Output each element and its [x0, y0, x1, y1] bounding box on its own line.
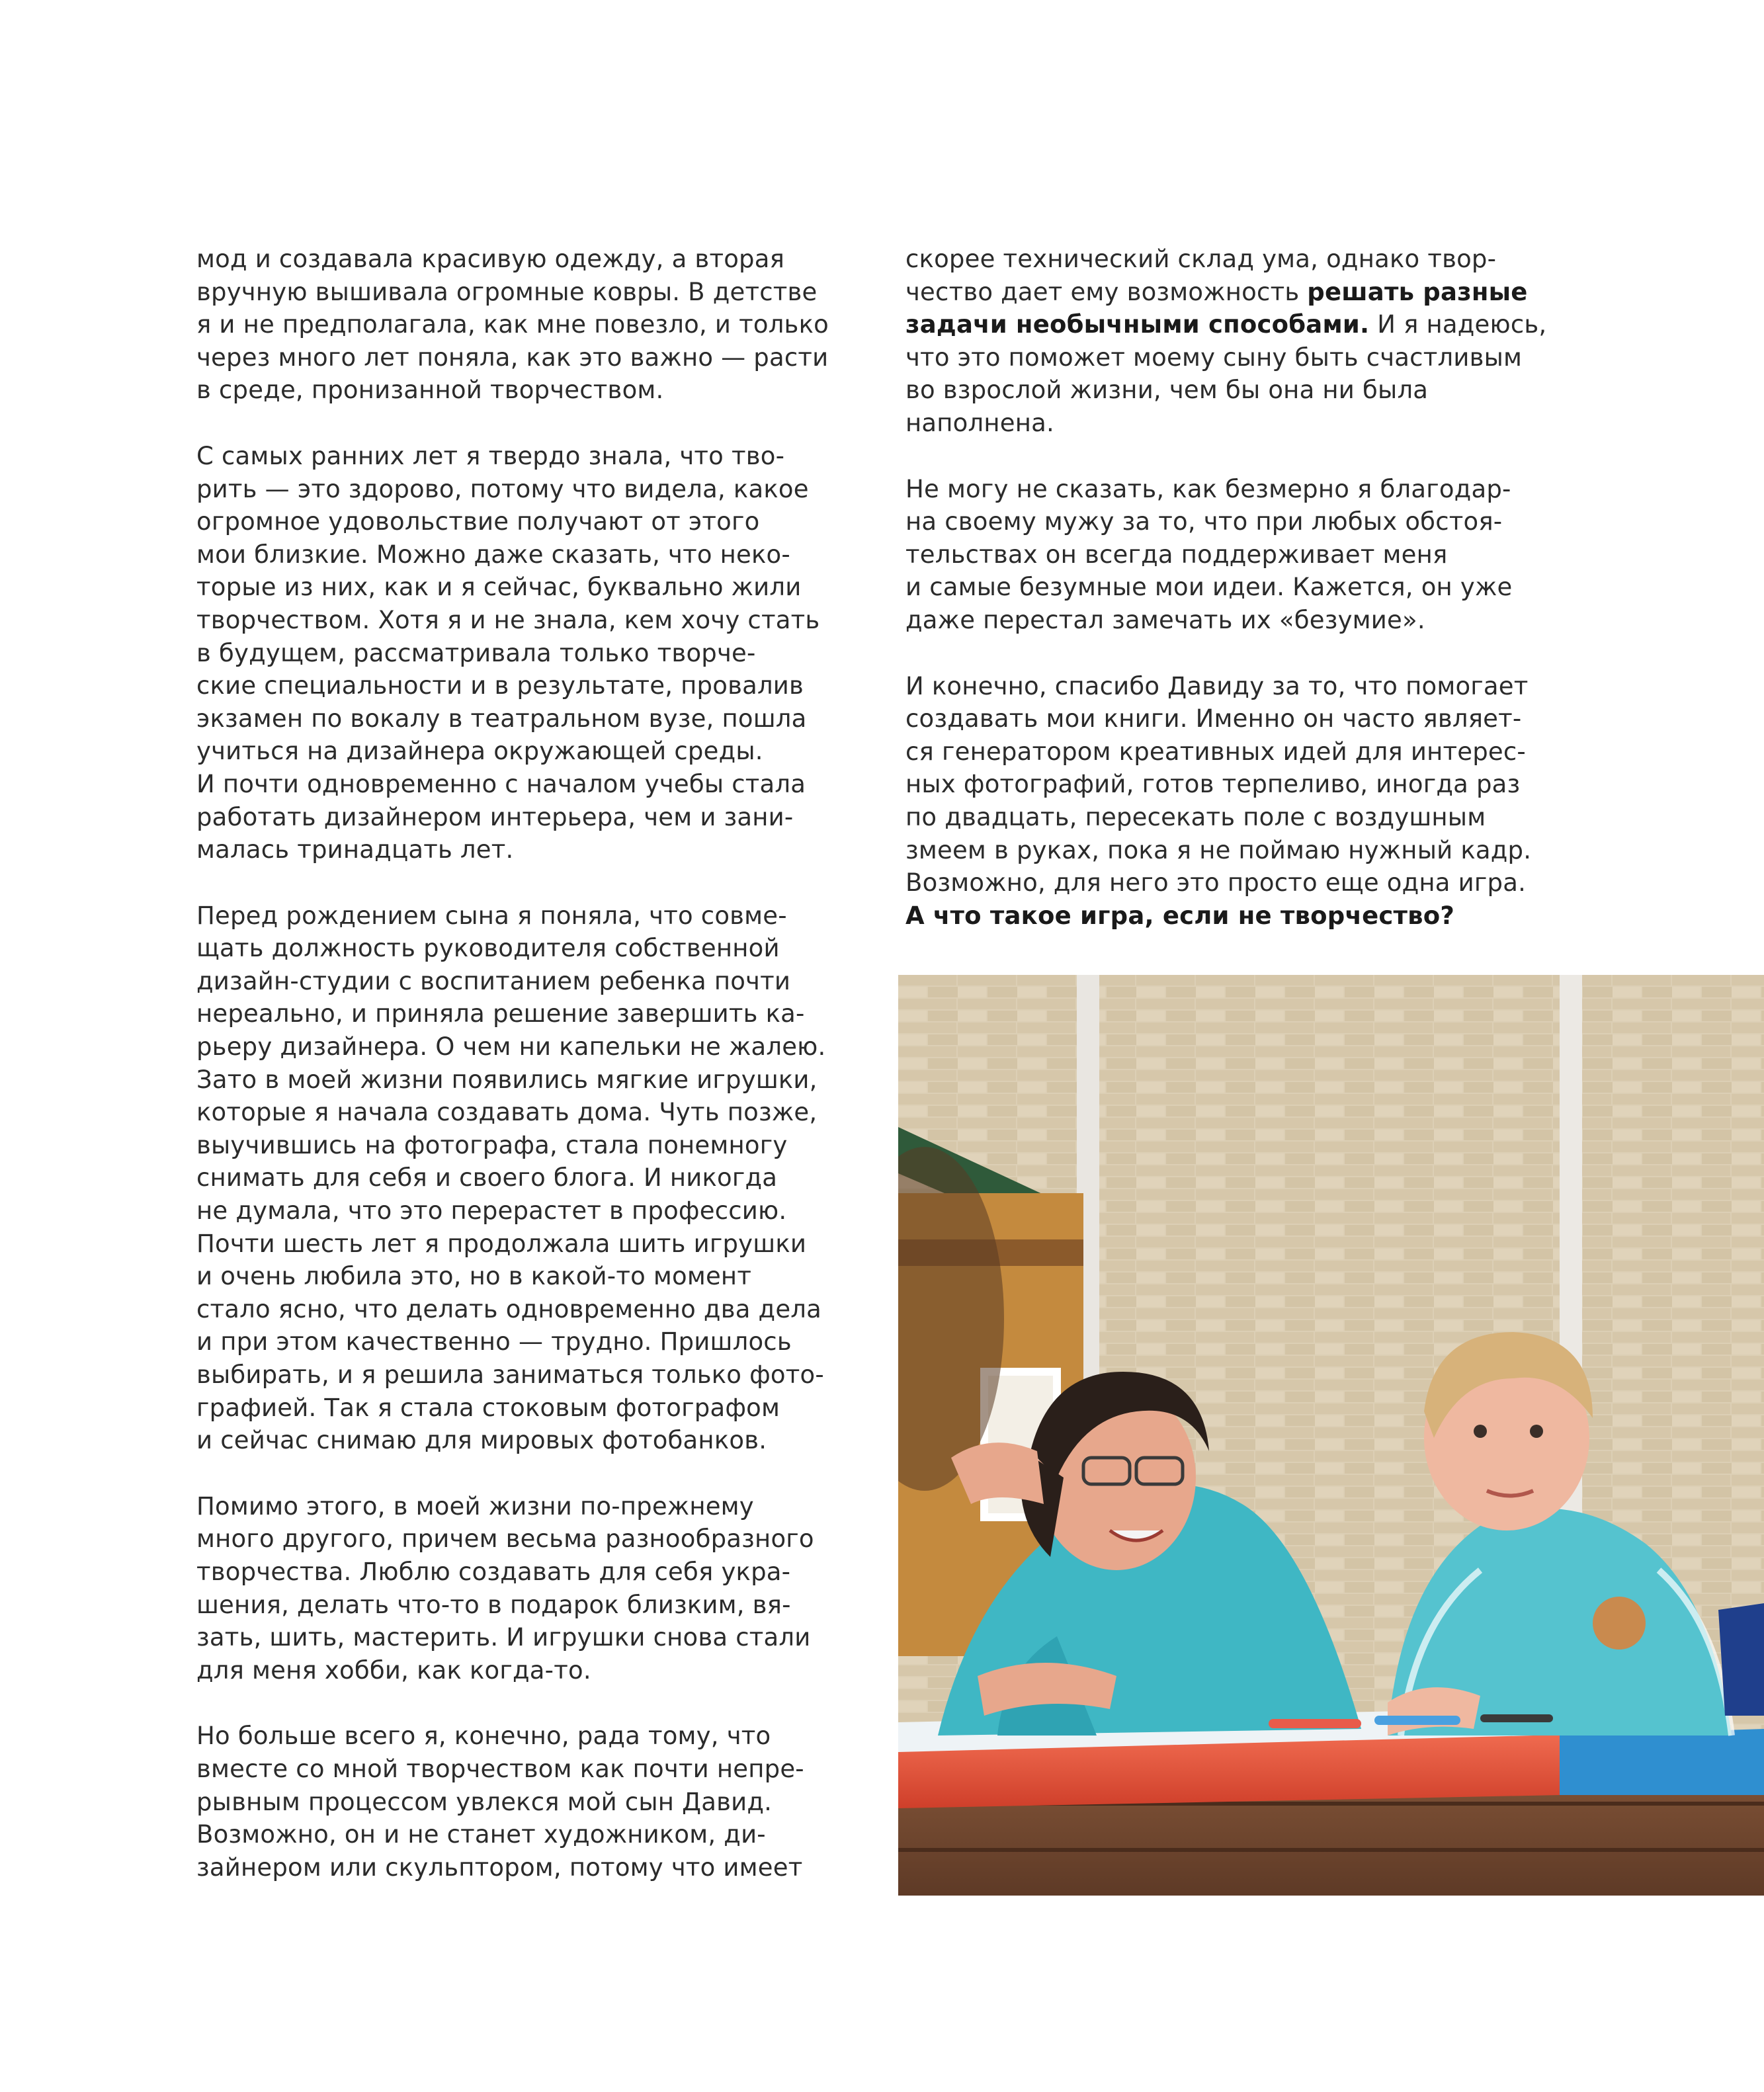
text-line: ных фотографий, готов терпеливо, иногда раз: [905, 770, 1521, 799]
text-line: змеем в руках, пока я не поймаю нужный кадр.: [905, 835, 1532, 864]
text-line: вместе со мной творчеством как почти непре-: [196, 1754, 804, 1783]
right-paragraph-1: [905, 243, 1574, 440]
text-line: мои близкие. Можно даже сказать, что неко-: [196, 540, 790, 569]
text-line: экзамен по вокалу в театральном вузе, пошла: [196, 704, 807, 733]
text-line: и сейчас снимаю для мировых фотобанков.: [196, 1426, 767, 1455]
text-line: малась тринадцать лет.: [196, 835, 514, 864]
text-line: и очень любила это, но в какой-то момент: [196, 1262, 752, 1291]
text-line: снимать для себя и своего блога. И никогда: [196, 1163, 778, 1192]
right-paragraph-3: [905, 670, 1574, 933]
text-line: рьеру дизайнера. О чем ни капельки не жалею.: [196, 1032, 826, 1062]
text-line: по двадцать, пересекать поле с воздушным: [905, 802, 1486, 831]
text-line: Перед рождением сына я поняла, что совме-: [196, 901, 787, 930]
deck-board: [898, 1848, 1764, 1852]
text-span: чество дает ему возможность: [905, 277, 1308, 306]
text-line: через много лет поняла, как это важно — расти: [196, 343, 829, 372]
text-line: выбирать, и я решила заниматься только фото-: [196, 1360, 824, 1389]
mat-blue: [1560, 1729, 1764, 1795]
text-line: тельствах он всегда поддерживает меня: [905, 540, 1448, 569]
text-line: нереально, и приняла решение завершить ка-: [196, 999, 805, 1028]
text-line: щать должность руководителя собственной: [196, 934, 780, 963]
text-line: работать дизайнером интерьера, чем и зани-: [196, 802, 794, 831]
right-paragraph-2: [905, 473, 1574, 637]
photo-illustration: [898, 975, 1764, 1896]
text-line: рить — это здорово, потому что видела, какое: [196, 474, 809, 503]
text-line: и при этом качественно — трудно. Пришлось: [196, 1327, 792, 1357]
text-line: для меня хобби, как когда-то.: [196, 1655, 591, 1685]
text-line: вручную вышивала огромные ковры. В детстве: [196, 277, 818, 306]
marker: [1374, 1716, 1460, 1725]
text-line: Но больше всего я, конечно, рада тому, что: [196, 1722, 771, 1751]
text-line: выучившись на фотографа, стала понемногу: [196, 1130, 788, 1159]
text-line: которые я начала создавать дома. Чуть позже,: [196, 1098, 818, 1127]
left-paragraph-5: [196, 1720, 864, 1884]
text-line: в будущем, рассматривала только творче-: [196, 638, 756, 667]
left-paragraph-1: [196, 243, 864, 407]
bold-phrase: задачи необычными способами.: [905, 310, 1370, 339]
bold-phrase: решать разные: [1307, 277, 1528, 306]
text-line: шения, делать что-то в подарок близким, вя-: [196, 1590, 791, 1619]
text-line: Почти шесть лет я продолжала шить игрушки: [196, 1229, 807, 1258]
text-line: ские специальности и в результате, провалив: [196, 671, 804, 700]
text-line: рывным процессом увлекся мой сын Давид.: [196, 1787, 773, 1816]
text-line: Возможно, он и не станет художником, ди-: [196, 1820, 766, 1849]
left-paragraph-3: [196, 900, 864, 1457]
text-line: зать, шить, мастерить. И игрушки снова стали: [196, 1623, 811, 1652]
text-line: [905, 276, 1574, 309]
left-paragraph-2: [196, 440, 864, 866]
text-line: Помимо этого, в моей жизни по-прежнему: [196, 1491, 754, 1521]
text-line: даже перестал замечать их «безумие».: [905, 605, 1425, 634]
text-line: что это поможет моему сыну быть счастливым: [905, 343, 1523, 372]
text-line: графией. Так я стала стоковым фотографом: [196, 1393, 780, 1422]
text-line: учиться на дизайнера окружающей среды.: [196, 737, 763, 766]
text-line: стало ясно, что делать одновременно два дела: [196, 1294, 822, 1323]
text-span: И я надеюсь,: [1369, 310, 1547, 339]
text-line: огромное удовольствие получают от этого: [196, 507, 760, 536]
text-line: ся генератором креативных идей для интерес-: [905, 737, 1526, 766]
left-text-column: [196, 243, 864, 1917]
text-line: много другого, причем весьма разнообразного: [196, 1525, 814, 1554]
text-line: скорее технический склад ума, однако твор-: [905, 245, 1497, 273]
marker: [1269, 1719, 1361, 1728]
text-line: на своему мужу за то, что при любых обстоя-: [905, 507, 1503, 536]
text-line: мод и создавала красивую одежду, а вторая: [196, 245, 785, 273]
text-line: творчеством. Хотя я и не знала, кем хочу стать: [196, 605, 820, 634]
text-line: я и не предполагала, как мне повезло, и только: [196, 310, 829, 339]
text-line: [905, 308, 1574, 341]
text-line: наполнена.: [905, 408, 1054, 437]
closing-question: А что такое игра, если не творчество?: [905, 901, 1455, 930]
text-line: Не могу не сказать, как безмерно я благодар-: [905, 474, 1511, 503]
text-line: не думала, что это перерастет в профессию.: [196, 1196, 787, 1226]
right-text-column: [905, 243, 1574, 965]
text-line: в среде, пронизанной творчеством.: [196, 376, 664, 405]
left-paragraph-4: [196, 1490, 864, 1687]
text-line: и самые безумные мои идеи. Кажется, он уже: [905, 573, 1513, 602]
text-line: Зато в моей жизни появились мягкие игрушки,: [196, 1065, 818, 1094]
marker: [1480, 1714, 1553, 1722]
text-line: зайнером или скульптором, потому что имеет: [196, 1853, 803, 1882]
text-line: во взрослой жизни, чем бы она ни была: [905, 376, 1429, 405]
text-line: И почти одновременно с началом учебы стала: [196, 769, 806, 798]
text-line: торые из них, как и я сейчас, буквально жили: [196, 573, 802, 602]
text-line: С самых ранних лет я твердо знала, что тво-: [196, 441, 785, 470]
text-line: Возможно, для него это просто еще одна игра.: [905, 868, 1527, 898]
photo-mother-and-son: [898, 975, 1764, 1896]
text-line: творчества. Люблю создавать для себя укра-: [196, 1557, 791, 1586]
text-line: И конечно, спасибо Давиду за то, что помогает: [905, 671, 1529, 700]
text-line: создавать мои книги. Именно он часто являет-: [905, 704, 1522, 733]
text-line: дизайн-студии с воспитанием ребенка почти: [196, 966, 791, 995]
